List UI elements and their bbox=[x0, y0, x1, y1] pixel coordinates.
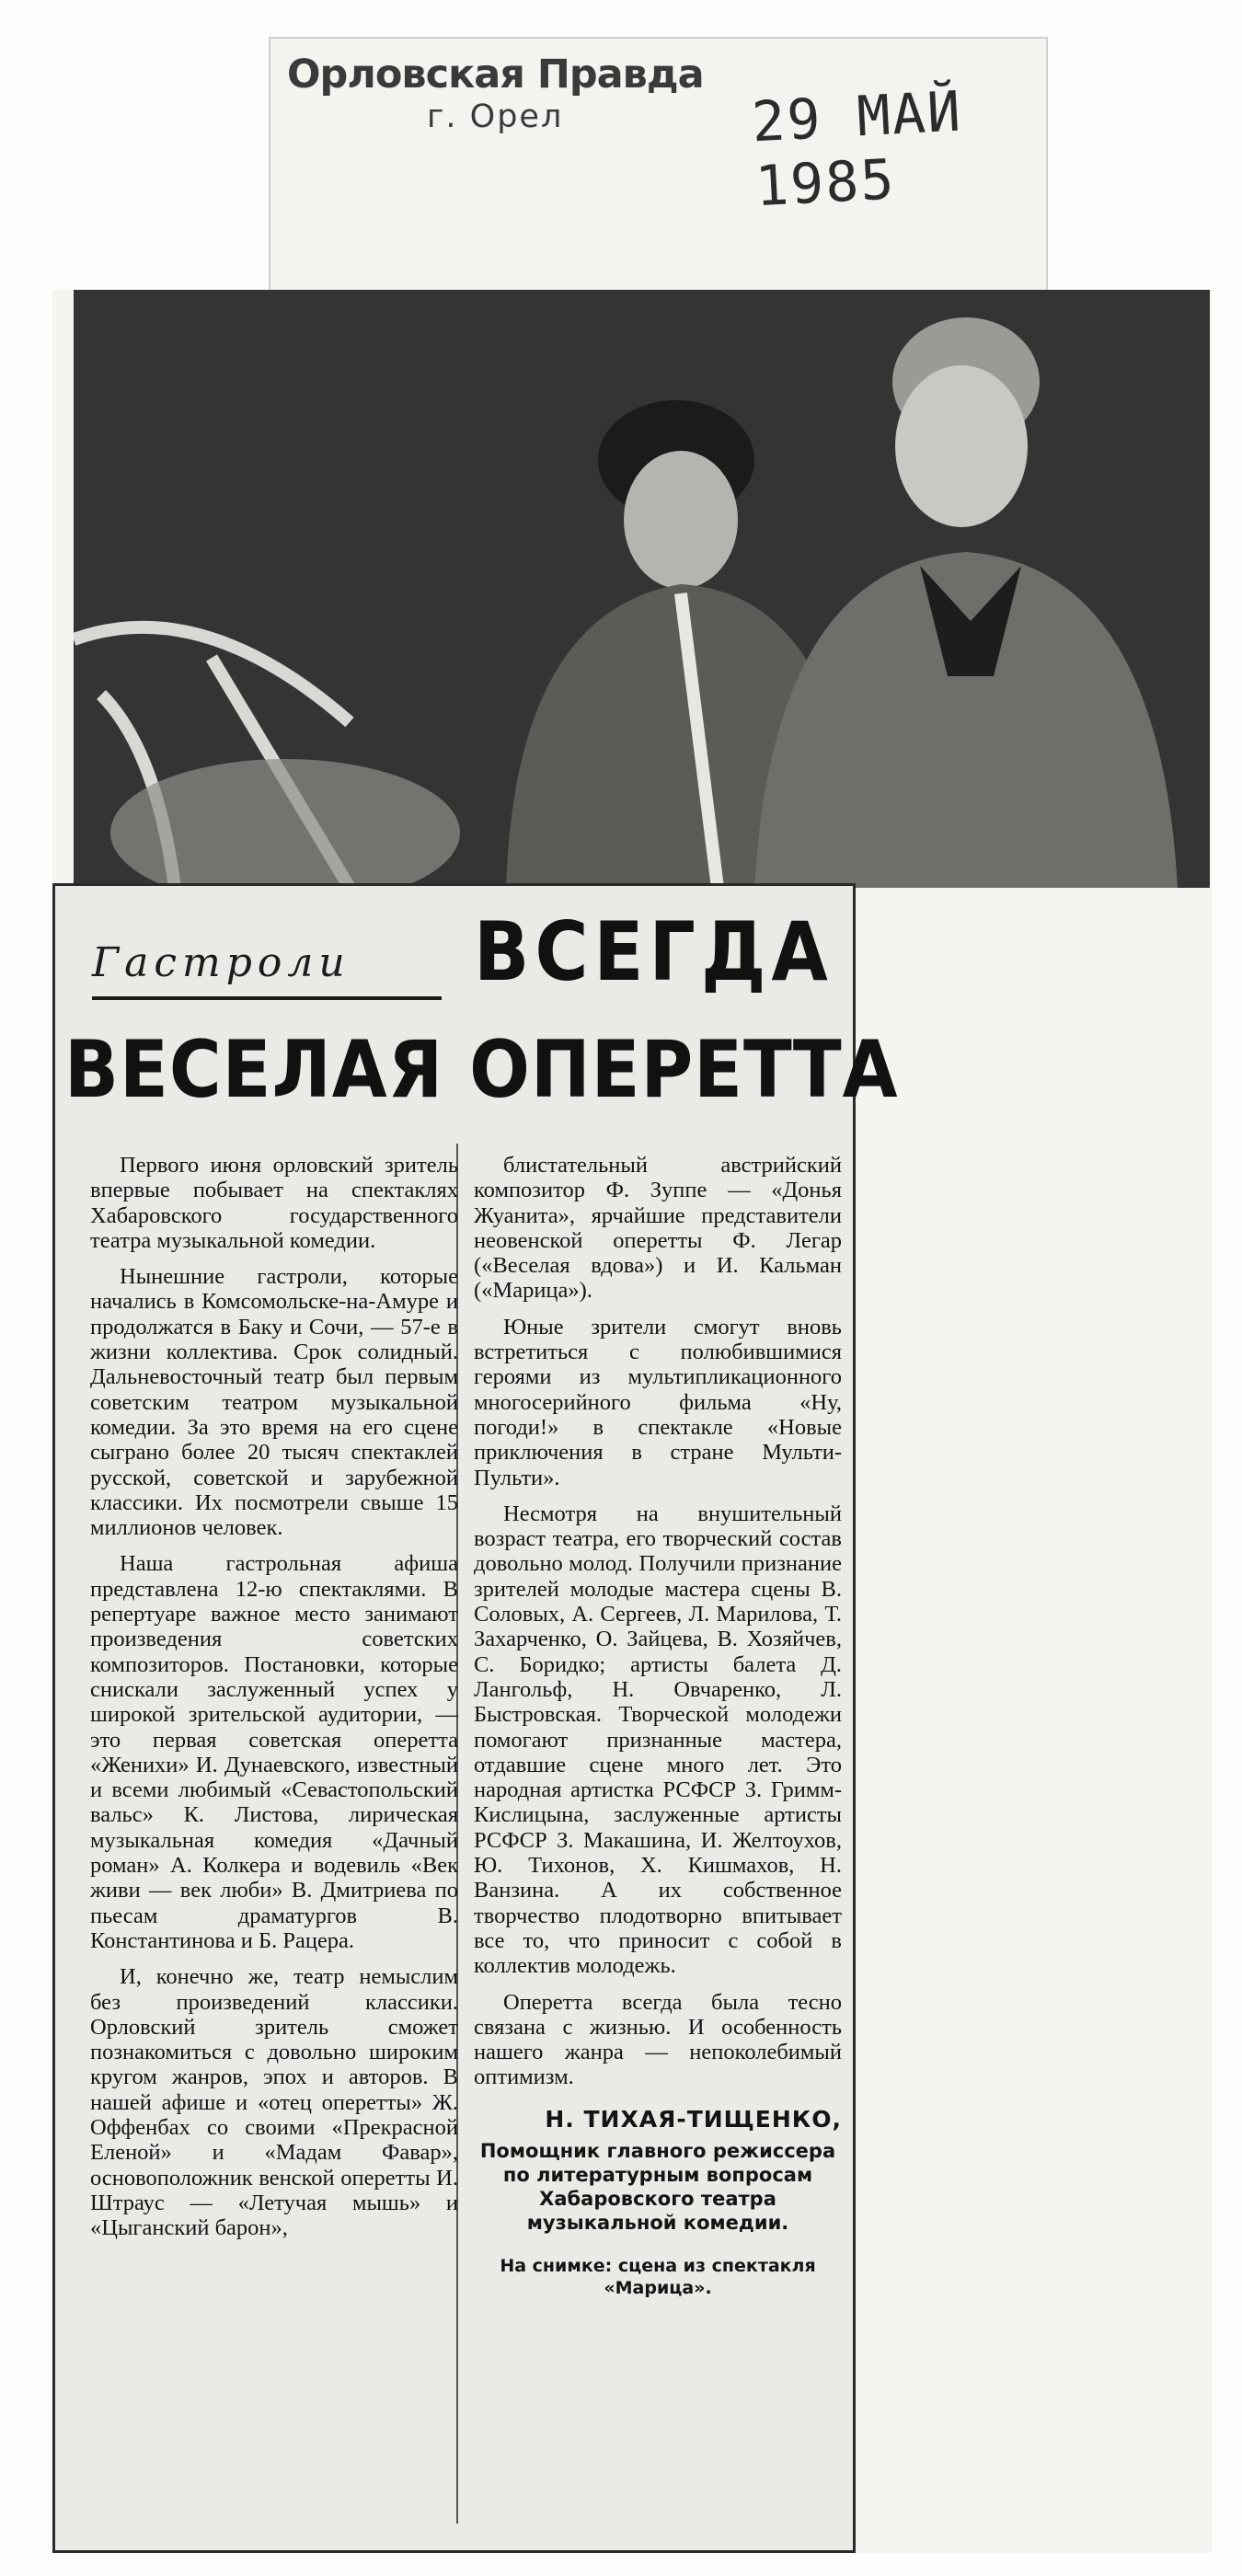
paragraph: Юные зрители смогут вновь встретиться с полюбившимися героями из мультипликационного многосерийного фильма «Ну, погоди!» в спектакле «Новые приключения в стране Мульти-Пульти». bbox=[474, 1314, 842, 1490]
theatre-scene-photo bbox=[74, 290, 1210, 888]
article-column-right bbox=[474, 1153, 842, 2299]
article-column-left bbox=[90, 1153, 458, 2251]
photo-caption: На снимке: сцена из спектакля «Марица». bbox=[500, 2255, 816, 2298]
newspaper-name: Орловская Правда bbox=[287, 52, 704, 98]
headline-line1: ВСЕГДА bbox=[474, 904, 834, 999]
author-position: Помощник главного режиссера по литературным вопросам Хабаровского театра музыкальной комедии. bbox=[479, 2139, 836, 2234]
article bbox=[52, 883, 899, 2553]
author-name: Н. ТИХАЯ-ТИЩЕНКО, bbox=[545, 2105, 842, 2133]
paragraph: Несмотря на внушительный возраст театра, его творческий состав довольно молод. Получили признание зрителей молодые мастера сцены В. Соловых, А. Сергеев, Л. Марилова, Т. Захарченко, О. Зайцева, В. Хозяйчев, С. Боридко; артисты балета Д. Лангольф, Н. Овчаренко, Л. Быстровская. Творческой молодежи помогают признанные мастера, отдавшие сцене много лет. Это народная артистка РСФСР З. Гримм-Кислицына, заслуженные артисты РСФСР З. Макашина, И. Желтоухов, Ю. Тихонов, Х. Кишмахов, Н. Ванзина. А их собственное творчество плодотворно впитывает все то, что приносит с собой в коллектив молодежь. bbox=[474, 1501, 842, 1979]
newspaper-city: г. Орел bbox=[427, 98, 564, 135]
paragraph: блистательный австрийский композитор Ф. Зуппе — «Донья Жуанита», ярчайшие представители неовенской оперетты Ф. Легар («Веселая вдова») и И. Кальман («Марица»). bbox=[474, 1153, 842, 1304]
photo-illustration bbox=[74, 290, 1210, 888]
author-signature bbox=[474, 2107, 842, 2235]
paragraph: Оперетта всегда была тесно связана с жизнью. И особенность нашего жанра — непоколебимый оптимизм. bbox=[474, 1989, 842, 2090]
rubric-underline bbox=[92, 996, 442, 1000]
headline-line2: ВЕСЕЛАЯ ОПЕРЕТТА bbox=[64, 1024, 899, 1116]
paragraph: И, конечно же, театр немыслим без произведений классики. Орловский зритель сможет познакомиться с довольно широким кругом жанров, эпох и авторов. В нашей афише и «отец оперетты» Ж. Оффенбах со своими «Прекрасной Еленой» и «Мадам Фавар», основоположник венской оперетты И. Штраус — «Летучая мышь» и «Цыганский барон», bbox=[90, 1964, 458, 2241]
paragraph: Первого июня орловский зритель впервые побывает на спектаклях Хабаровского государственного театра музыкальной комедии. bbox=[90, 1153, 458, 1253]
rubric: Гастроли bbox=[92, 939, 351, 986]
paragraph: Нынешние гастроли, которые начались в Комсомольске-на-Амуре и продолжатся в Баку и Сочи, — 57-е в жизни коллектива. Срок солидный. Дальневосточный театр был первым советским театром музыкальной комедии. За это время на его сцене сыграно более 20 тысяч спектаклей русской, советской и зарубежной классики. Их посмотрели свыше 15 миллионов человек. bbox=[90, 1264, 458, 1541]
paragraph: Наша гастрольная афиша представлена 12-ю спектаклями. В репертуаре важное место занимают произведения советских композиторов. Постановки, которые снискали заслуженный успех у широкой зрительской аудитории, — это первая советская оперетта «Женихи» И. Дунаевского, известный и всеми любимый «Севастопольский вальс» К. Листова, лирическая музыкальная комедия «Дачный роман» А. Колкера и водевиль «Век живи — век люби» В. Дмитриева по пьесам драматургов В. Константинова и Б. Рацера. bbox=[90, 1551, 458, 1953]
date-stamp: 29 МАЙ 1985 bbox=[750, 79, 964, 220]
newspaper-date-slip bbox=[269, 37, 1048, 293]
